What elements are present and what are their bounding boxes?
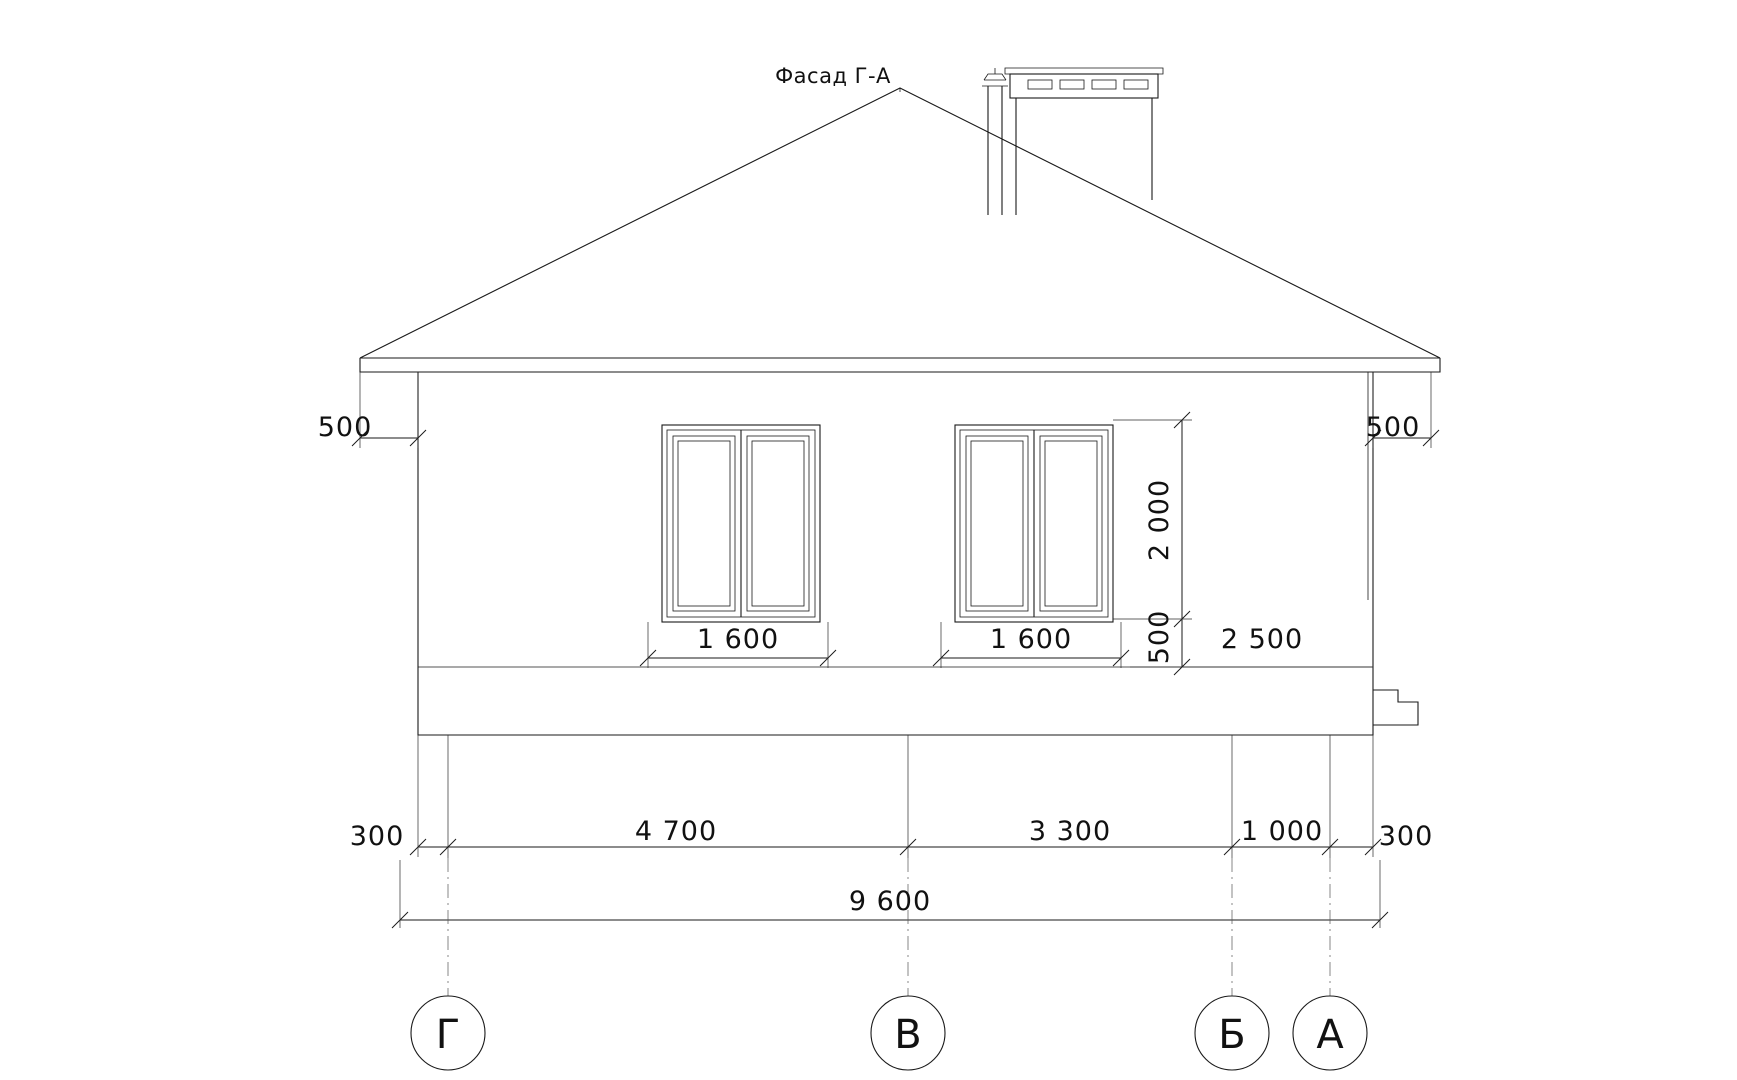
label-sill-height: 500	[1144, 609, 1175, 665]
label-plan-3300: 3 300	[1028, 816, 1112, 847]
facade-wall	[418, 372, 1373, 667]
dim-chain-row	[410, 735, 1381, 857]
label-window-height: 2 000	[1144, 478, 1175, 562]
vent-pipe	[982, 68, 1008, 215]
axis-callout-lines	[448, 858, 1330, 1000]
label-window-top-total: 2 500	[1220, 624, 1304, 655]
axis-label-v: В	[894, 1012, 922, 1058]
drawing-title: Фасад Г-А	[775, 64, 891, 88]
plinth-base	[418, 667, 1373, 735]
axis-label-b: Б	[1218, 1012, 1246, 1058]
hip-roof	[360, 88, 1440, 372]
window-left	[662, 425, 820, 622]
label-plan-300-left: 300	[349, 821, 405, 852]
label-plan-1000: 1 000	[1240, 816, 1324, 847]
label-window-left-width: 1 600	[696, 624, 780, 655]
axis-label-g: Г	[435, 1012, 461, 1058]
label-eave-right: 500	[1365, 412, 1421, 443]
chimney-with-cap	[1005, 68, 1163, 215]
plan-extension-lines	[448, 735, 1330, 858]
axis-label-a: А	[1316, 1012, 1344, 1058]
window-right	[955, 425, 1113, 622]
label-plan-total: 9 600	[848, 886, 932, 917]
label-plan-4700: 4 700	[634, 816, 718, 847]
label-eave-left: 500	[317, 412, 373, 443]
side-step	[1373, 690, 1418, 725]
label-plan-300-right: 300	[1378, 821, 1434, 852]
label-window-right-width: 1 600	[989, 624, 1073, 655]
